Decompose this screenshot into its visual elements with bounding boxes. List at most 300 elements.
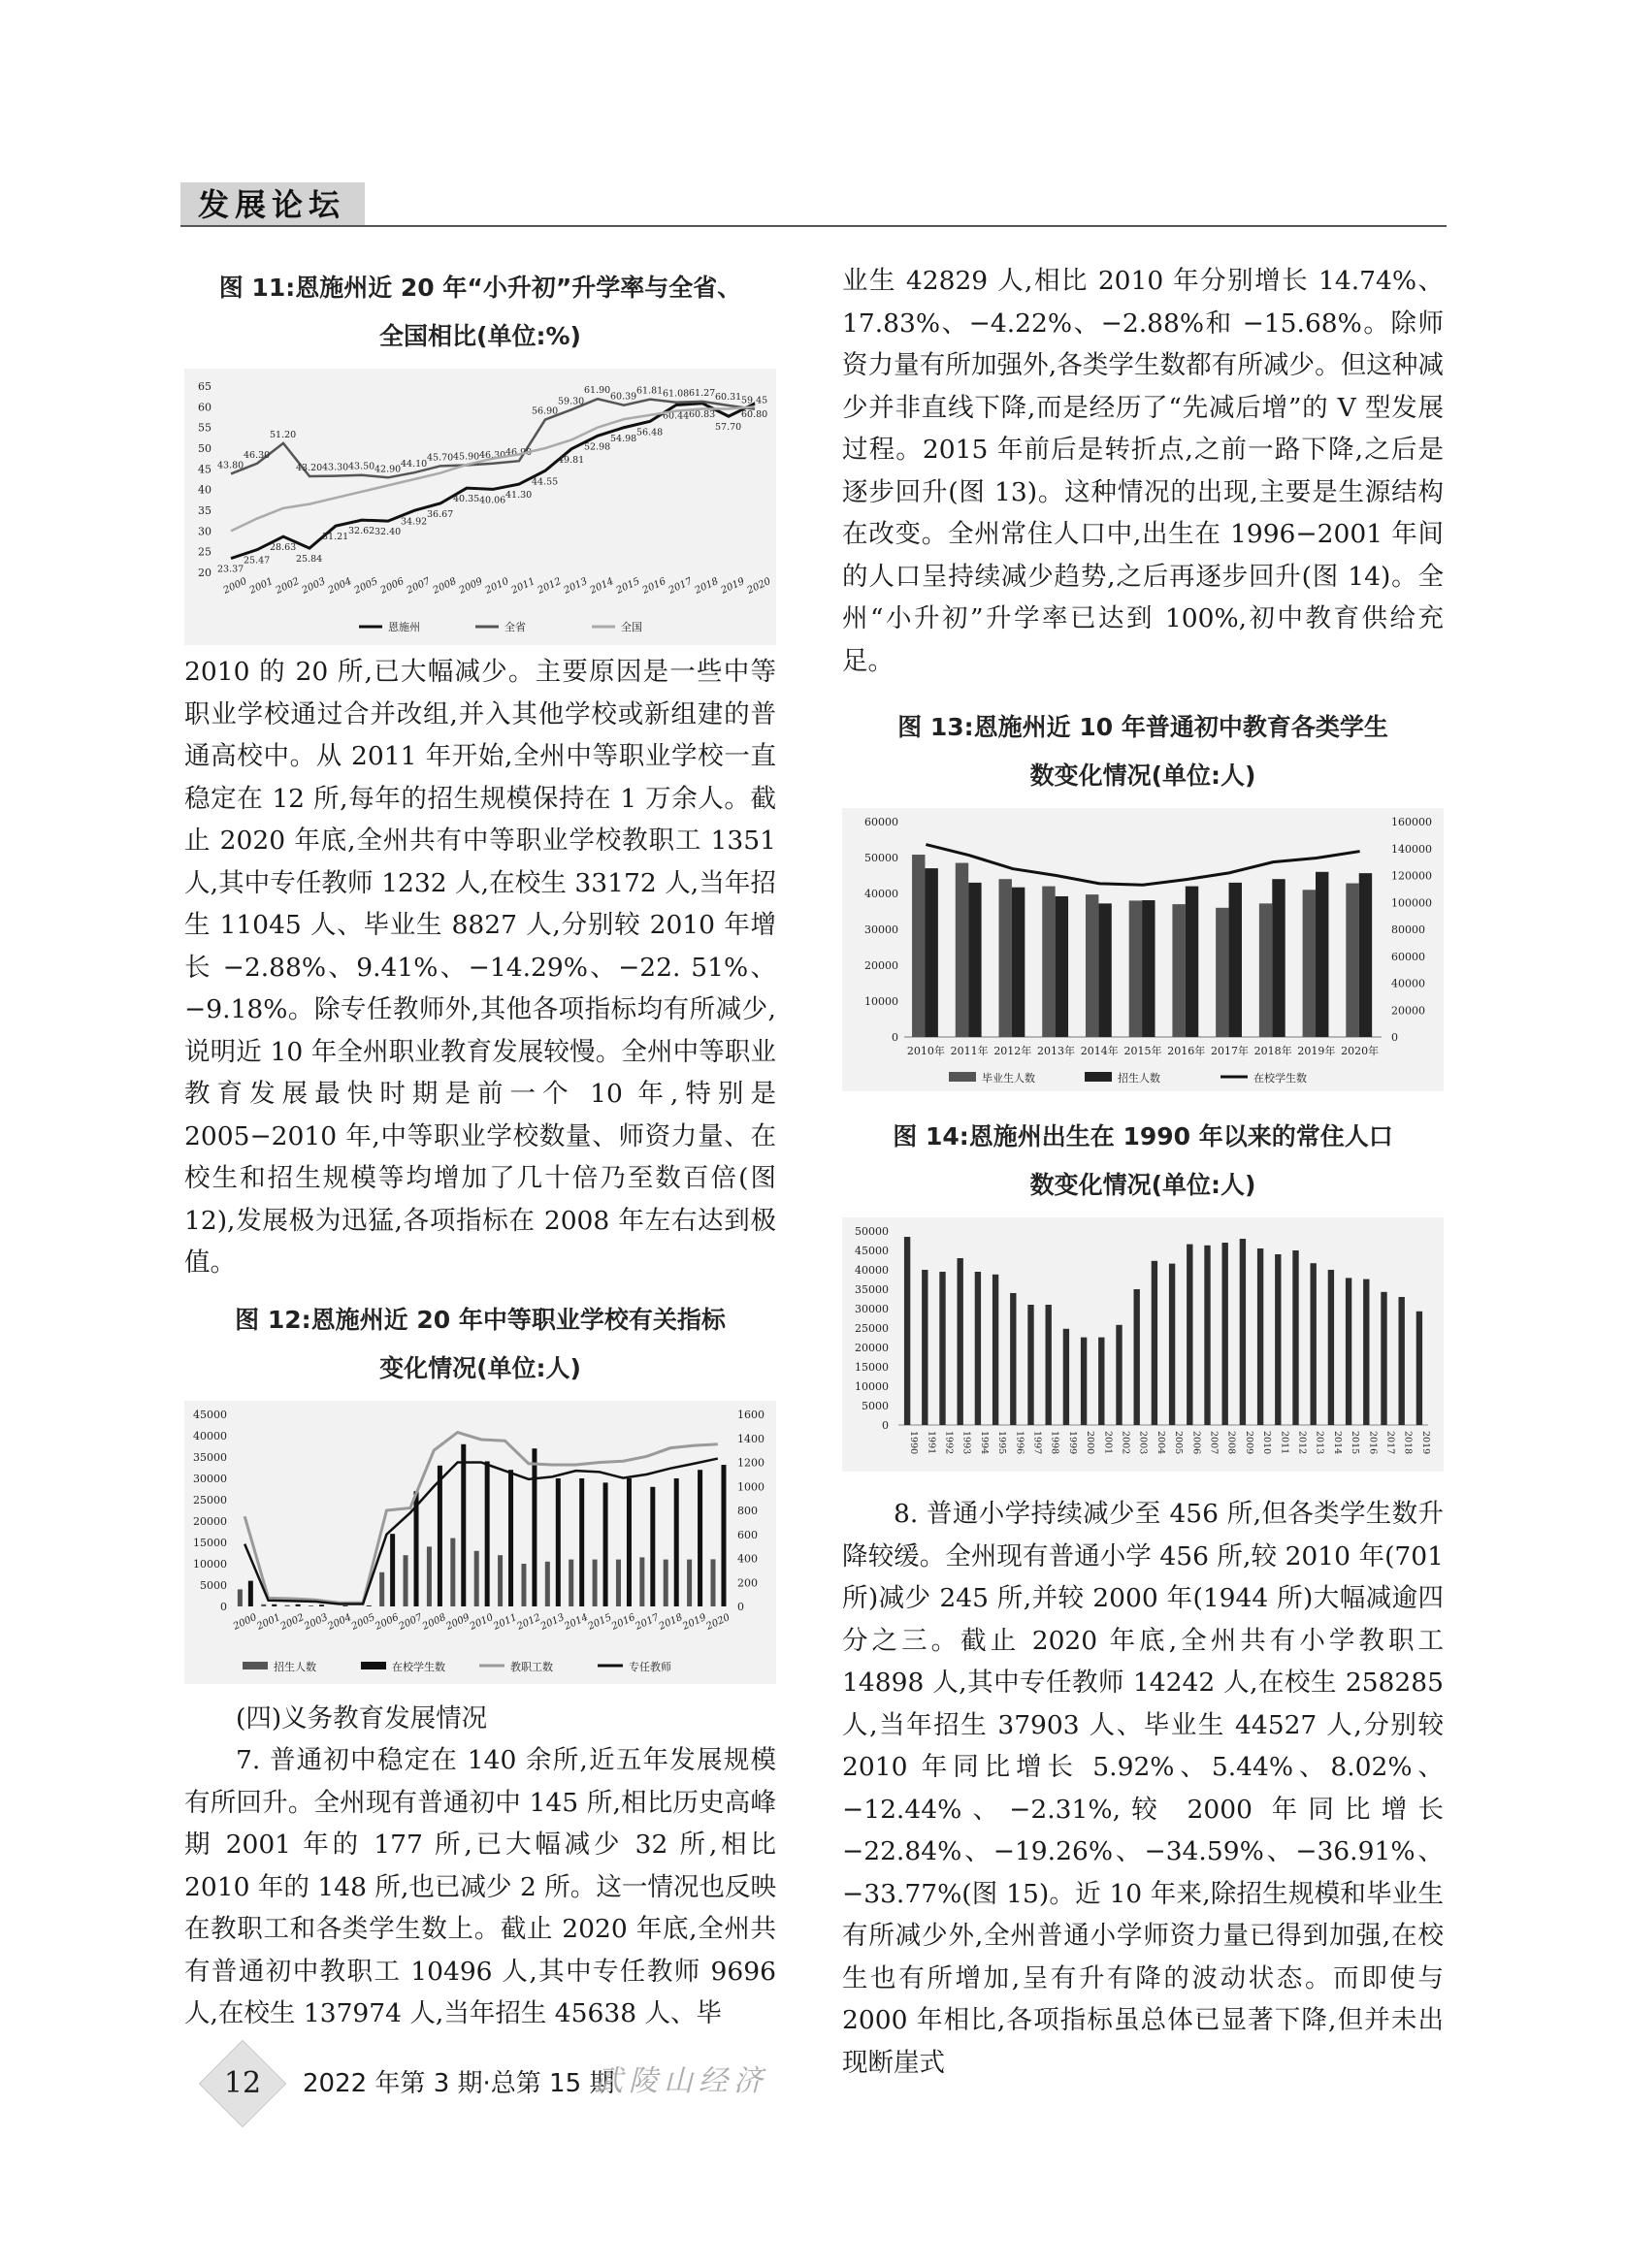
x-tick-label: 2018 [657,1611,685,1633]
x-tick-label: 2010 [468,1611,496,1633]
bar-在校学生数 [342,1605,347,1606]
bar-招生人数 [238,1589,243,1606]
x-tick-label: 2006 [378,575,407,597]
y-left-tick-label: 10000 [193,1557,227,1571]
y-tick-label: 10000 [855,1380,889,1393]
bar-招生人数 [1359,873,1372,1037]
legend-swatch [1085,1072,1112,1082]
x-tick-label: 2005 [352,575,380,597]
x-tick-label: 2016年 [1167,1045,1206,1057]
x-tick-label: 2015 [614,575,642,597]
data-label: 44.55 [532,476,559,488]
legend-label: 专任教师 [629,1660,671,1673]
x-tick-label: 2018 [1402,1431,1414,1455]
x-tick-label: 2001 [1102,1431,1114,1455]
y-right-tick-label: 140000 [1391,842,1432,856]
legend-label: 全省 [504,621,526,633]
bar-招生人数 [309,1605,313,1606]
bar-招生人数 [569,1559,573,1605]
data-label: 61.81 [636,385,664,397]
bar-在校学生数 [674,1478,679,1606]
data-label: 45.90 [453,451,480,463]
y-right-tick-label: 1200 [737,1456,765,1469]
y-right-tick-label: 120000 [1391,869,1432,883]
bar-population [1169,1264,1175,1425]
y-right-tick-label: 160000 [1391,816,1432,828]
y-left-tick-label: 25000 [193,1493,227,1507]
x-tick-label: 2010年 [906,1045,945,1057]
bar-招生人数 [593,1559,598,1605]
x-tick-label: 1990 [908,1431,920,1455]
series-line-恩施州 [231,404,755,559]
x-tick-label: 2004 [326,1611,354,1633]
x-tick-label: 2012年 [993,1045,1032,1057]
x-tick-label: 2014年 [1080,1045,1119,1057]
data-label: 28.63 [270,542,297,554]
x-tick-label: 2002 [1120,1431,1131,1455]
y-tick-label: 35000 [855,1283,889,1296]
x-tick-label: 2012 [515,1611,543,1633]
data-label: 56.48 [636,427,664,438]
data-label: 60.39 [610,391,637,403]
series-line-教职工数 [244,1432,718,1603]
y-right-tick-label: 40000 [1391,977,1425,990]
bar-在校学生数 [319,1604,324,1606]
bar-招生人数 [427,1546,432,1606]
series-line-在校学生数 [926,845,1359,886]
x-tick-label: 2010 [1261,1431,1273,1455]
data-label: 36.67 [427,508,454,520]
y-tick-label: 45 [198,463,212,476]
data-label: 32.62 [348,526,375,537]
legend-swatch [243,1662,268,1669]
data-label: 60.31 [715,392,742,404]
data-label: 25.84 [296,554,323,566]
bar-毕业生人数 [956,863,968,1037]
x-tick-label: 1993 [960,1431,972,1455]
x-tick-label: 2016 [640,575,668,597]
data-label: 51.20 [270,429,297,440]
header-rule [180,225,1447,227]
sub-heading: (四)义务教育发展情况 [236,1702,488,1733]
bar-population [1134,1289,1140,1425]
x-tick-label: 2005 [349,1611,377,1633]
y-tick-label: 20 [198,567,212,579]
x-tick-label: 2008 [1225,1431,1237,1455]
x-tick-label: 2017 [1384,1431,1396,1455]
y-tick-label: 0 [882,1419,889,1432]
bar-招生人数 [1186,887,1198,1037]
x-tick-label: 2020年 [1341,1045,1380,1057]
fig12-chart [184,1401,776,1684]
x-tick-label: 2020 [745,575,773,597]
bar-在校学生数 [367,1605,372,1606]
data-label: 46.90 [505,447,533,459]
data-label: 60.83 [689,408,716,420]
x-tick-label: 2013年 [1037,1045,1076,1057]
data-label: 46.30 [479,449,506,461]
bar-在校学生数 [390,1534,395,1606]
x-tick-label: 1996 [1014,1431,1025,1455]
bar-招生人数 [1316,872,1328,1037]
fig13-svg [842,808,1444,1091]
data-label: 54.98 [610,433,637,444]
bar-population [1187,1245,1192,1425]
bar-在校学生数 [485,1461,490,1606]
x-tick-label: 2011 [509,575,537,597]
left-column [184,264,776,2035]
bar-招生人数 [521,1564,526,1606]
bar-毕业生人数 [912,855,925,1037]
bar-population [1416,1312,1422,1425]
bar-population [1275,1254,1281,1425]
x-tick-label: 2001 [255,1611,282,1633]
bar-在校学生数 [579,1478,584,1606]
x-tick-label: 2000 [231,1611,259,1633]
data-label: 31.21 [322,532,349,543]
data-label: 45.70 [427,452,454,464]
left-paragraph-1: 2010 的 20 所,已大幅减少。主要原因是一些中等职业学校通过合并改组,并入其他学校或新组建的普通高校中。从 2011 年开始,全州中等职业学校一直稳定在 12 所,每年的招生规模保持在 1 万余人。截止 2020 年底,全州共有中等职业学校教职工 1351 人,其中专任教师 1232 人,在校生 33172 人,当年招生 11045 人、毕业生 8827 人,分别较 2010 年增长 −2.88%、9.41%、−14.29%、−22. 51%、−9.18%。除专任教师外,其他各项指标均有所减少,说明近 10 年全州职业教育发展较慢。全州中等职业教育发展最快时期是前一个 10 年,特别是 2005−2010 年,中等职业学校数量、师资力量、在校生和招生规模等均增加了几十倍乃至数百倍(图 12),发展极为迅猛,各项指标在 2008 年左右达到极值。 [184,657,776,1278]
x-tick-label: 2013 [1314,1431,1325,1455]
x-tick-label: 2002 [278,1611,307,1633]
data-label: 44.10 [401,459,428,470]
y-right-tick-label: 0 [737,1600,744,1613]
x-tick-label: 2019年 [1297,1045,1336,1057]
data-label: 56.90 [532,405,559,417]
bar-在校学生数 [721,1465,726,1606]
y-tick-label: 25000 [855,1322,889,1335]
data-label: 23.37 [217,564,244,575]
bar-population [1292,1250,1298,1425]
bar-population [1257,1248,1263,1425]
bar-population [1328,1270,1334,1425]
x-tick-label: 2004 [326,575,354,597]
bar-招生人数 [968,883,981,1037]
bar-population [975,1272,981,1425]
x-tick-label: 2017 [667,575,695,597]
legend-label: 招生人数 [1118,1072,1160,1085]
bar-招生人数 [1142,900,1155,1037]
bar-毕业生人数 [1042,887,1055,1037]
data-label: 43.50 [348,461,375,472]
y-right-tick-label: 600 [737,1528,758,1541]
y-tick-label: 25 [198,545,212,559]
fig11-svg [184,369,776,645]
bar-招生人数 [450,1538,455,1605]
y-left-tick-label: 50000 [864,852,898,864]
y-tick-label: 65 [198,380,212,393]
x-tick-label: 2012 [1296,1431,1308,1455]
x-tick-label: 2014 [588,575,616,597]
bar-在校学生数 [532,1448,537,1606]
y-tick-label: 50 [198,442,212,455]
legend-label: 在校学生数 [392,1660,445,1673]
y-left-tick-label: 35000 [193,1450,227,1464]
right-paragraph-2: 8. 普通小学持续减少至 456 所,但各类学生数升降较缓。全州现有普通小学 456 所,较 2010 年(701 所)减少 245 所,并较 2000 年(1944 所)大幅减逾四分之三。截止 2020 年底,全州共有小学教职工 14898 人,其中专任教师 14242 人,在校生 258285 人,当年招生 37903 人、毕业生 44527 人,分别较 2010 年同比增长 5.92%、5.44%、8.02%、−12.44%、−2.31%,较 2000 年同比增长 −22.84%、−19.26%、−34.59%、−36.91%、−33.77%(图 15)。近 10 年来,除招生规模和毕业生有所减少外,全州普通小学师资力量已得到加强,在校生也有所增加,呈有升有降的波动状态。而即使与 2000 年相比,各项指标虽总体已显著下降,但并未出现断崖式 [842,1499,1444,2078]
bar-population [1152,1261,1157,1425]
y-right-tick-label: 200 [737,1575,758,1589]
y-tick-label: 30 [198,525,212,538]
x-tick-label: 2003 [302,1611,330,1633]
bar-招生人数 [710,1559,715,1606]
y-tick-label: 30000 [855,1303,889,1315]
x-tick-label: 2010 [483,575,511,597]
x-tick-label: 2007 [1208,1431,1220,1455]
y-tick-label: 60 [198,401,212,414]
bar-population [1116,1325,1122,1425]
bar-population [1063,1329,1069,1425]
bar-招生人数 [664,1559,668,1605]
x-tick-label: 2011 [492,1611,519,1633]
bar-招生人数 [1056,896,1068,1037]
legend-label: 毕业生人数 [982,1072,1035,1085]
x-tick-label: 2009 [457,575,485,597]
x-tick-label: 2009 [1243,1431,1254,1455]
x-tick-label: 2016 [1367,1431,1379,1455]
x-tick-label: 2014 [563,1611,590,1633]
y-right-tick-label: 1600 [737,1408,765,1421]
bar-招生人数 [1098,903,1111,1037]
y-tick-label: 5000 [862,1400,889,1412]
section-tag: 发展论坛 [180,182,365,227]
data-label: 52.98 [584,441,611,453]
y-right-tick-label: 20000 [1391,1004,1425,1018]
data-label: 40.35 [453,494,480,505]
x-tick-label: 2006 [1190,1431,1202,1455]
bar-毕业生人数 [1086,894,1098,1037]
y-right-tick-label: 100000 [1391,896,1432,910]
legend-label: 恩施州 [388,621,420,633]
fig14-chart [842,1217,1444,1472]
y-right-tick-label: 800 [737,1504,758,1517]
y-left-tick-label: 15000 [193,1536,227,1549]
y-tick-label: 20000 [855,1342,889,1354]
y-left-tick-label: 45000 [193,1408,227,1421]
x-tick-label: 2020 [704,1611,732,1633]
fig13-title: 图 13:恩施州近 10 年普通初中教育各类学生 数变化情况(单位:人) [897,713,1388,790]
x-tick-label: 2000 [1085,1431,1096,1455]
bar-在校学生数 [556,1478,561,1606]
legend-label: 全国 [621,621,642,633]
x-tick-label: 2002 [274,575,302,597]
y-tick-label: 40000 [855,1264,889,1277]
x-tick-label: 2005 [1173,1431,1185,1455]
legend-swatch [949,1072,976,1082]
bar-population [992,1275,998,1425]
data-label: 59.45 [741,395,768,406]
x-tick-label: 2017年 [1210,1045,1249,1057]
bar-在校学生数 [603,1482,608,1606]
x-tick-label: 2008 [420,1611,448,1633]
data-label: 25.47 [244,555,271,567]
bar-招生人数 [498,1555,503,1606]
bar-毕业生人数 [1303,890,1316,1037]
legend-label: 教职工数 [510,1660,553,1673]
y-left-tick-label: 60000 [864,816,898,828]
fig14-svg [842,1217,1444,1472]
y-right-tick-label: 60000 [1391,950,1425,963]
bar-population [1240,1239,1246,1425]
x-tick-label: 2015 [586,1611,614,1633]
page-number: 12 [223,2066,262,2100]
bar-毕业生人数 [1346,884,1358,1037]
y-left-tick-label: 20000 [864,959,898,972]
bar-招生人数 [1272,879,1285,1037]
bar-毕业生人数 [1259,903,1272,1037]
y-left-tick-label: 40000 [193,1429,227,1442]
data-label: 32.40 [374,527,402,538]
x-tick-label: 1997 [1031,1431,1043,1455]
fig11-chart [184,369,776,645]
y-left-tick-label: 10000 [864,995,898,1008]
bar-population [904,1237,910,1425]
x-tick-label: 2001 [247,575,276,597]
bar-招生人数 [285,1604,290,1605]
bar-population [958,1258,963,1425]
data-label: 43.20 [296,463,323,474]
data-label: 46.30 [244,449,271,461]
x-tick-label: 2016 [609,1611,637,1633]
x-tick-label: 2015 [1350,1431,1361,1455]
x-tick-label: 2009 [444,1611,472,1633]
bar-population [1363,1280,1369,1425]
bar-population [1311,1263,1317,1425]
y-tick-label: 50000 [855,1225,889,1238]
fig14-title: 图 14:恩施州出生在 1990 年以来的常住人口 数变化情况(单位:人) [893,1122,1393,1199]
data-label: 61.27 [689,387,716,399]
legend-label: 招生人数 [274,1660,316,1673]
left-paragraph-2: 7. 普通初中稳定在 140 余所,近五年发展规模有所回升。全州现有普通初中 145 所,相比历史高峰期 2001 年的 177 所,已大幅减少 32 所,相比 2010 年的 148 所,也已减少 2 所。这一情况也反映在教职工和各类学生数上。截止 2020 年底,全州共有普通初中教职工 10496 人,其中专任教师 9696 人,在校生 137974 人,当年招生 45638 人、毕 [184,1745,776,2028]
x-tick-label: 2011年 [950,1045,989,1057]
y-right-tick-label: 1400 [737,1432,765,1445]
bar-population [1027,1305,1033,1425]
x-tick-label: 2013 [562,575,590,597]
x-tick-label: 2007 [405,575,433,597]
bar-毕业生人数 [999,879,1012,1037]
bar-招生人数 [261,1604,266,1605]
data-label: 42.90 [374,464,402,475]
bar-在校学生数 [650,1486,655,1605]
data-label: 49.81 [558,454,585,466]
x-tick-label: 2019 [681,1611,708,1633]
bar-population [1204,1246,1210,1425]
bar-招生人数 [1012,888,1025,1037]
right-paragraph-1: 业生 42829 人,相比 2010 年分别增长 14.74%、17.83%、−4.22%、−2.88%和 −15.68%。除师资力量有所加强外,各类学生数都有所减少。但这种减少并非直线下降,而是经历了“先减后增”的 V 型发展过程。2015 年前后是转折点,之前一路下降,之后是逐步回升(图 13)。这种情况的出现,主要是生源结构在改变。全州常住人口中,出生在 1996−2001 年间的人口呈持续减少趋势,之后再逐步回升(图 14)。全州“小升初”升学率已达到 100%,初中教育供给充足。 [842,266,1444,676]
bar-在校学生数 [438,1465,442,1605]
bar-毕业生人数 [1172,904,1185,1037]
y-left-tick-label: 20000 [193,1514,227,1528]
y-left-tick-label: 5000 [200,1578,227,1592]
x-tick-label: 2007 [397,1611,425,1633]
x-tick-label: 1995 [996,1431,1008,1455]
y-left-tick-label: 30000 [193,1472,227,1485]
bar-population [939,1272,945,1425]
y-left-tick-label: 40000 [864,888,898,900]
x-tick-label: 2018年 [1253,1045,1292,1057]
bar-population [1381,1292,1386,1425]
x-tick-label: 2019 [719,575,747,597]
bar-在校学生数 [508,1470,513,1606]
y-right-tick-label: 80000 [1391,923,1425,936]
x-tick-label: 2011 [1279,1431,1290,1455]
x-tick-label: 2006 [374,1611,401,1633]
y-tick-label: 40 [198,483,212,497]
bar-招生人数 [379,1571,384,1605]
data-label: 60.44 [663,410,690,422]
bar-population [1010,1293,1016,1425]
bar-population [1346,1278,1351,1425]
x-tick-label: 2015年 [1123,1045,1162,1057]
y-right-tick-label: 400 [737,1552,758,1565]
y-tick-label: 35 [198,504,212,517]
data-label: 41.30 [505,490,533,502]
bar-招生人数 [545,1561,550,1605]
x-tick-label: 1992 [943,1431,955,1455]
bar-population [1399,1297,1405,1425]
x-tick-label: 1998 [1049,1431,1060,1455]
bar-在校学生数 [272,1604,277,1605]
y-left-tick-label: 30000 [864,923,898,936]
bar-在校学生数 [248,1580,253,1605]
x-tick-label: 2019 [1419,1431,1431,1455]
x-tick-label: 1991 [926,1431,937,1455]
journal-logo: 武陵山经济 [594,2064,768,2098]
x-tick-label: 2000 [221,575,249,597]
fig12-title: 图 12:恩施州近 20 年中等职业学校有关指标 变化情况(单位:人) [235,1305,726,1382]
bar-招生人数 [925,868,937,1037]
y-left-tick-label: 0 [220,1600,227,1613]
x-tick-label: 2014 [1331,1431,1343,1455]
data-label: 43.80 [217,460,244,471]
x-tick-label: 2013 [538,1611,567,1633]
x-tick-label: 2018 [693,575,721,597]
data-label: 34.92 [401,516,428,528]
data-label: 61.90 [584,385,611,397]
x-tick-label: 2003 [300,575,328,597]
x-tick-label: 1999 [1066,1431,1078,1455]
x-tick-label: 2004 [1155,1431,1166,1455]
bar-招生人数 [687,1559,692,1605]
y-left-tick-label: 0 [892,1031,898,1044]
legend-label: 在校学生数 [1253,1072,1307,1085]
series-line-专任教师 [244,1458,718,1604]
right-column [842,260,1444,2084]
bar-招生人数 [1229,883,1242,1037]
legend-swatch [361,1662,386,1669]
bar-在校学生数 [627,1478,632,1606]
x-tick-label: 2008 [431,575,459,597]
bar-招生人数 [474,1550,479,1605]
x-tick-label: 2003 [1137,1431,1149,1455]
y-tick-label: 55 [198,421,212,435]
x-tick-label: 1994 [978,1431,990,1455]
bar-population [1098,1338,1104,1425]
data-label: 59.30 [558,396,585,407]
fig13-chart [842,808,1444,1091]
bar-population [1222,1243,1228,1425]
bar-招生人数 [404,1555,408,1606]
data-label: 43.30 [322,462,349,473]
y-right-tick-label: 0 [1391,1031,1398,1044]
bar-招生人数 [639,1557,644,1606]
y-tick-label: 15000 [855,1361,889,1374]
bar-毕业生人数 [1129,900,1142,1037]
fig12-svg [184,1401,776,1684]
bar-population [1081,1338,1087,1425]
bar-population [1046,1305,1052,1425]
x-tick-label: 2012 [536,575,564,597]
data-label: 57.70 [715,422,742,434]
